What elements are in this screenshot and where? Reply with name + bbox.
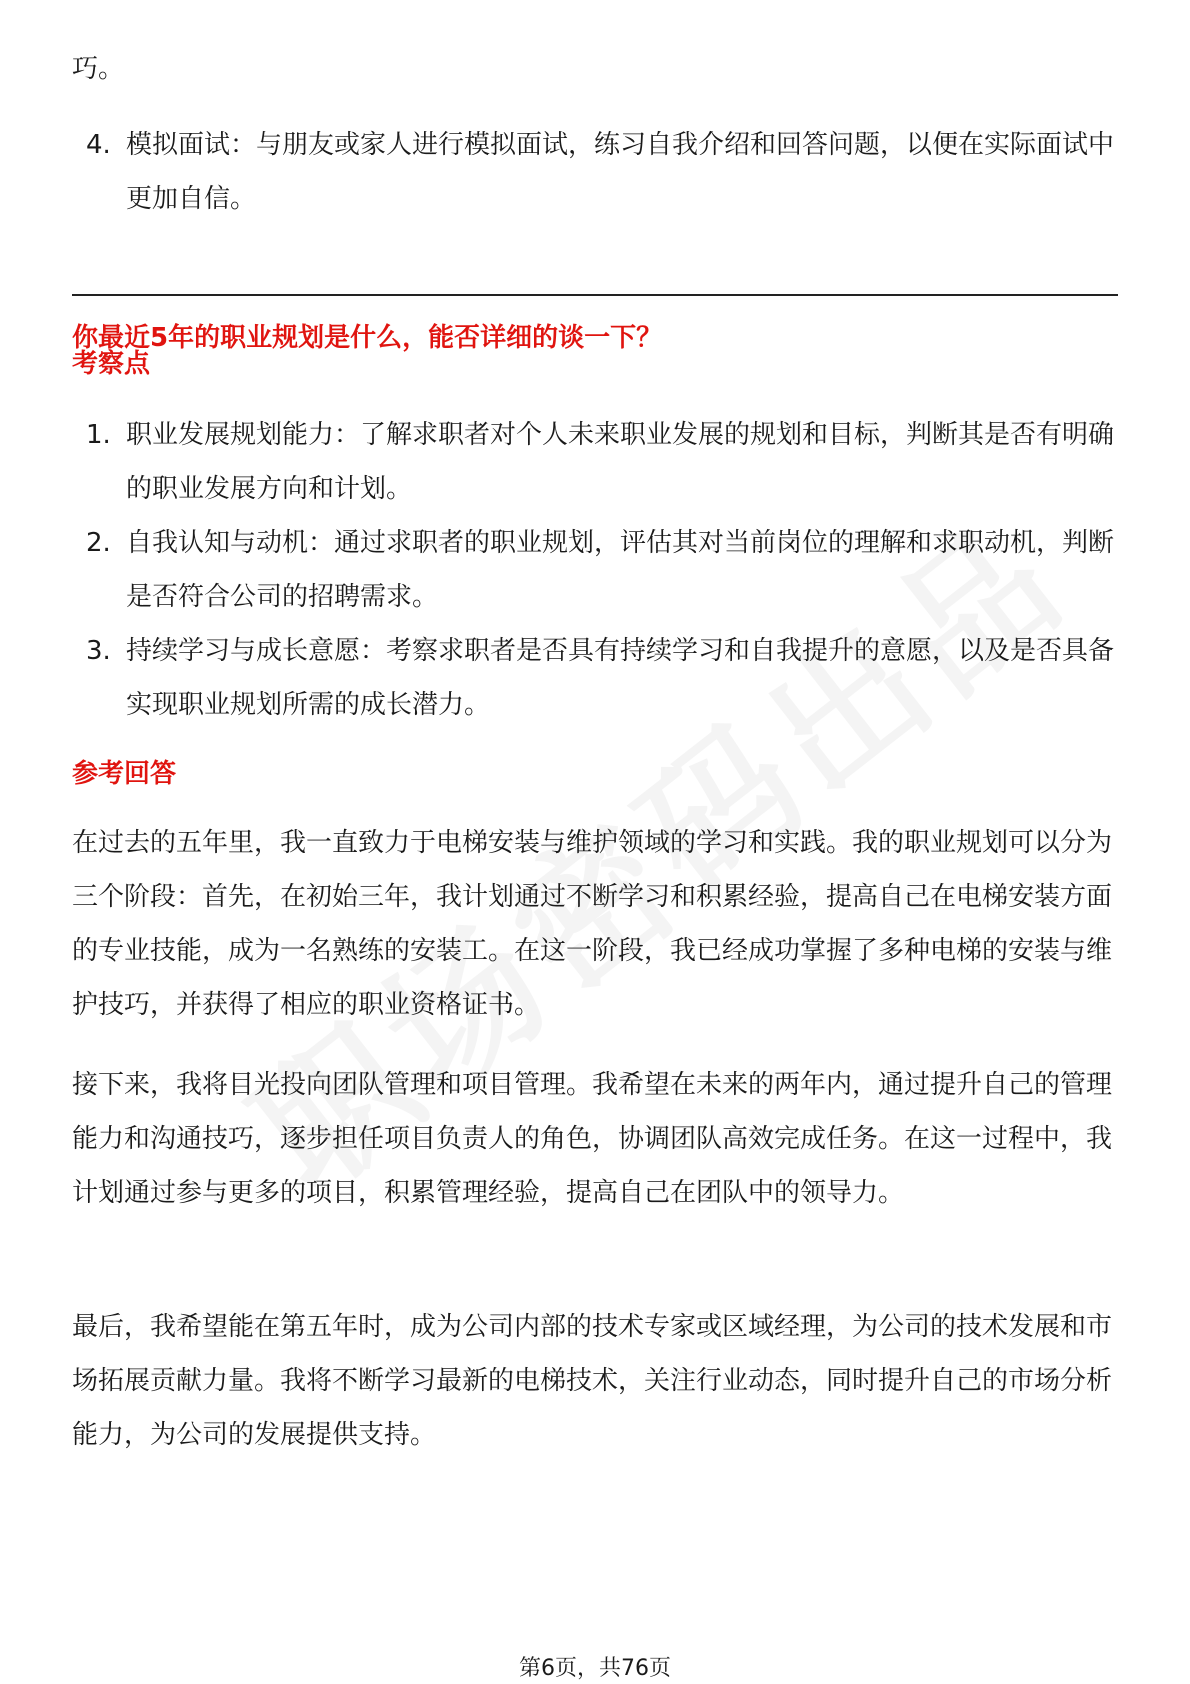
list-text: 持续学习与成长意愿：考察求职者是否具有持续学习和自我提升的意愿，以及是否具备实现职业规划所需的成长潜力。 [126,636,1115,720]
page-footer: 第6页，共76页 [519,1656,671,1681]
answer-paragraph: 最后，我希望能在第五年时，成为公司内部的技术专家或区域经理，为公司的技术发展和市场拓展贡献力量。我将不断学习最新的电梯技术，关注行业动态，同时提升自己的市场分析能力，为公司的发展提供支持。 [72,1312,1113,1450]
list-item [72,516,1118,624]
list-text: 职业发展规划能力：了解求职者对个人未来职业发展的规划和目标，判断其是否有明确的职业发展方向和计划。 [126,420,1115,504]
question-heading: 你最近5年的职业规划是什么，能否详细的谈一下？ [72,323,663,353]
list-number: 4. [86,130,111,160]
exam-points-heading: 考察点 [72,349,151,379]
list-number: 1. [86,420,111,450]
list-text: 自我认知与动机：通过求职者的职业规划，评估其对当前岗位的理解和求职动机，判断是否符合公司的招聘需求。 [126,528,1115,612]
list-item [72,408,1118,516]
list-number: 3. [86,636,111,666]
answer-paragraph: 接下来，我将目光投向团队管理和项目管理。我希望在未来的两年内，通过提升自己的管理能力和沟通技巧，逐步担任项目负责人的角色，协调团队高效完成任务。在这一过程中，我计划通过参与更多的项目，积累管理经验，提高自己在团队中的领导力。 [72,1070,1113,1208]
list-text: 模拟面试：与朋友或家人进行模拟面试，练习自我介绍和回答问题，以便在实际面试中更加自信。 [126,130,1115,214]
answer-paragraph: 在过去的五年里，我一直致力于电梯安装与维护领域的学习和实践。我的职业规划可以分为三个阶段：首先，在初始三年，我计划通过不断学习和积累经验，提高自己在电梯安装方面的专业技能，成为一名熟练的安装工。在这一阶段，我已经成功掌握了多种电梯的安装与维护技巧，并获得了相应的职业资格证书。 [72,828,1113,1020]
reference-answer-heading: 参考回答 [72,759,177,789]
section-divider [72,294,1118,296]
top-fragment: 巧。 [72,54,125,84]
list-item [72,624,1118,732]
list-item [72,118,1118,226]
list-number: 2. [86,528,111,558]
